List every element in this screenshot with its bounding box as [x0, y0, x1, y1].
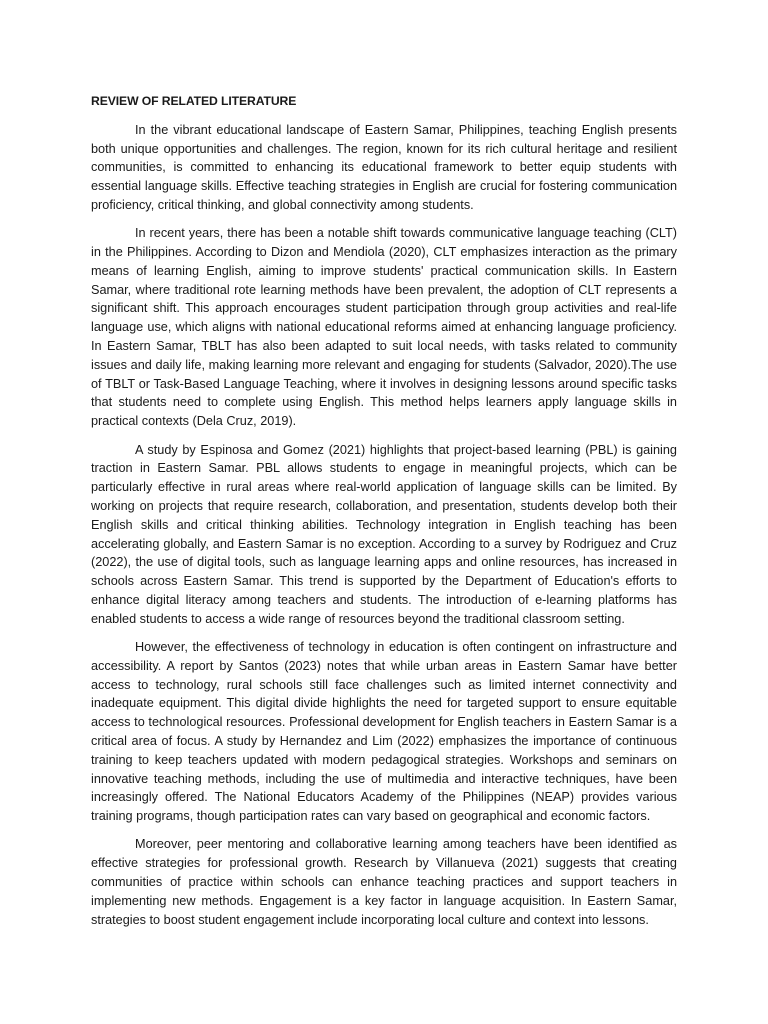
section-heading: REVIEW OF RELATED LITERATURE: [91, 94, 297, 108]
paragraph-peer-mentoring: Moreover, peer mentoring and collaborative learning among teachers have been identified as effective strategies for professional growth. Research by Villanueva (2021) suggests that creating communities of practice within schools can enhance teaching practices and support teachers in implementing new methods. Engagement is a key factor in language acquisition. In Eastern Samar, strategies to boost student engagement include incorporating local culture and context into lessons.: [91, 837, 677, 927]
document-body: [91, 92, 677, 939]
paragraph-clt-tblt: In recent years, there has been a notable shift towards communicative language teaching (CLT) in the Philippines. According to Dizon and Mendiola (2020), CLT emphasizes interaction as the primary means of learning English, aiming to improve students' practical communication skills. In Eastern Samar, where traditional rote learning methods have been prevalent, the adoption of CLT represents a significant shift. This approach encourages student participation through group activities and real-life language use, which aligns with national educational reforms aimed at enhancing language proficiency. In Eastern Samar, TBLT has also been adapted to suit local needs, with tasks related to community issues and daily life, making learning more relevant and engaging for students (Salvador, 2020).The use of TBLT or Task-Based Language Teaching, where it involves in designing lessons around specific tasks that students need to complete using English. This method helps learners apply language skills in practical contexts (Dela Cruz, 2019).: [91, 226, 677, 429]
paragraph-introduction: In the vibrant educational landscape of Eastern Samar, Philippines, teaching English presents both unique opportunities and challenges. The region, known for its rich cultural heritage and resilient communities, is committed to enhancing its educational framework to better equip students with essential language skills. Effective teaching strategies in English are crucial for fostering communication proficiency, critical thinking, and global connectivity among students.: [91, 122, 677, 212]
paragraph-pbl-technology: A study by Espinosa and Gomez (2021) highlights that project-based learning (PBL) is gaining traction in Eastern Samar. PBL allows students to engage in meaningful projects, which can be particularly effective in rural areas where real-world application of language skills can be limited. By working on projects that require research, collaboration, and presentation, students develop both their English skills and critical thinking abilities. Technology integration in English teaching has been accelerating globally, and Eastern Samar is no exception. According to a survey by Rodriguez and Cruz (2022), the use of digital tools, such as language learning apps and online resources, has increased in schools across Eastern Samar. This trend is supported by the Department of Education's efforts to enhance digital literacy among teachers and students. The introduction of e-learning platforms has enabled students to access a wide range of resources beyond the traditional classroom setting.: [91, 442, 677, 626]
paragraph-access-professional-development: However, the effectiveness of technology in education is often contingent on infrastructure and accessibility. A report by Santos (2023) notes that while urban areas in Eastern Samar have better access to technology, rural schools still face challenges such as limited internet connectivity and inadequate equipment. This digital divide highlights the need for targeted support to ensure equitable access to technological resources. Professional development for English teachers in Eastern Samar is a critical area of focus. A study by Hernandez and Lim (2022) emphasizes the importance of continuous training to keep teachers updated with modern pedagogical strategies. Workshops and seminars on innovative teaching methods, including the use of multimedia and interactive techniques, have been increasingly offered. The National Educators Academy of the Philippines (NEAP) provides various training programs, though participation rates can vary based on geographical and economic factors.: [91, 640, 677, 824]
